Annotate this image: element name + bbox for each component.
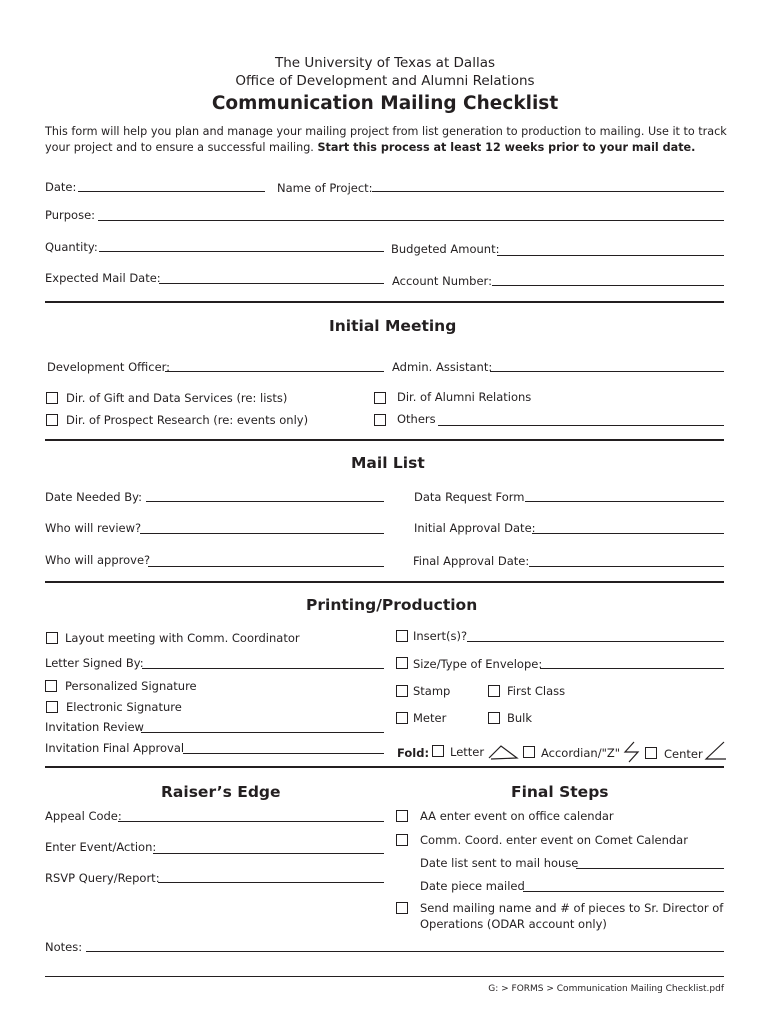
data-request-field[interactable] xyxy=(525,501,724,502)
date-piece-mailed-field[interactable] xyxy=(523,891,724,892)
stamp-checkbox[interactable] xyxy=(396,685,408,697)
date-piece-mailed-label: Date piece mailed xyxy=(420,879,525,893)
invitation-review-field[interactable] xyxy=(141,732,384,733)
fold-label: Fold: xyxy=(397,746,430,760)
center-fold-icon xyxy=(704,740,728,762)
final-approval-label: Final Approval Date: xyxy=(413,554,530,568)
meter-checkbox[interactable] xyxy=(396,712,408,724)
account-number-field[interactable] xyxy=(492,285,724,286)
footer-path: G: > FORMS > Communication Mailing Checklist.pdf xyxy=(488,984,724,994)
project-name-label: Name of Project: xyxy=(277,181,373,195)
send-mailing-checkbox[interactable] xyxy=(396,902,408,914)
development-officer-label: Development Officer: xyxy=(47,360,171,374)
page-title: Communication Mailing Checklist xyxy=(211,93,559,114)
section-divider xyxy=(45,301,724,303)
quantity-field[interactable] xyxy=(99,251,384,252)
intro-normal: This form will help you plan and manage your mailing project from list generation to production to mailing. Use it to track your project and to ensure a successful mailing. xyxy=(45,125,727,154)
admin-assistant-label: Admin. Assistant: xyxy=(392,360,493,374)
enter-event-label: Enter Event/Action: xyxy=(45,840,157,854)
institution-name: The University of Texas at Dallas xyxy=(274,55,496,71)
raisers-edge-heading: Raiser’s Edge xyxy=(161,783,281,801)
fold-accordian-label: Accordian/"Z" xyxy=(541,746,621,760)
electronic-label: Electronic Signature xyxy=(66,700,182,714)
inserts-field[interactable] xyxy=(467,641,724,642)
date-label: Date: xyxy=(45,180,77,194)
who-approve-label: Who will approve? xyxy=(45,553,151,567)
initial-meeting-heading: Initial Meeting xyxy=(329,317,457,335)
personalized-label: Personalized Signature xyxy=(65,679,197,693)
purpose-label: Purpose: xyxy=(45,208,96,222)
send-mailing-label-1: Send mailing name and # of pieces to Sr. Director of xyxy=(420,901,724,915)
invitation-final-label: Invitation Final Approval xyxy=(45,741,185,755)
expected-mail-date-label: Expected Mail Date: xyxy=(45,271,161,285)
letter-signed-field[interactable] xyxy=(142,668,384,669)
notes-label: Notes: xyxy=(45,940,83,954)
intro-text xyxy=(45,124,735,156)
purpose-field[interactable] xyxy=(98,220,724,221)
fold-letter-label: Letter xyxy=(450,745,485,759)
letter-signed-label: Letter Signed By: xyxy=(45,656,144,670)
dir-prospect-label: Dir. of Prospect Research (re: events only) xyxy=(66,413,309,427)
invitation-review-label: Invitation Review xyxy=(45,720,144,734)
notes-field[interactable] xyxy=(86,951,724,952)
section-divider xyxy=(45,581,724,583)
rsvp-query-field[interactable] xyxy=(158,882,384,883)
dir-alumni-label: Dir. of Alumni Relations xyxy=(397,390,532,404)
size-type-field[interactable] xyxy=(540,668,724,669)
budgeted-amount-label: Budgeted Amount: xyxy=(391,242,500,256)
development-officer-field[interactable] xyxy=(165,371,384,372)
meter-label: Meter xyxy=(413,711,447,725)
who-review-field[interactable] xyxy=(140,533,384,534)
initial-approval-field[interactable] xyxy=(532,533,724,534)
fold-center-checkbox[interactable] xyxy=(645,747,657,759)
final-steps-heading: Final Steps xyxy=(511,783,609,801)
data-request-label: Data Request Form xyxy=(414,490,525,504)
first-class-label: First Class xyxy=(507,684,566,698)
appeal-code-field[interactable] xyxy=(118,821,384,822)
dir-alumni-checkbox[interactable] xyxy=(374,392,386,404)
printing-heading: Printing/Production xyxy=(306,596,478,614)
notes-field-line-2[interactable] xyxy=(45,976,724,977)
date-needed-label: Date Needed By: xyxy=(45,490,142,504)
quantity-label: Quantity: xyxy=(45,240,98,254)
enter-event-field[interactable] xyxy=(153,853,384,854)
expected-mail-date-field[interactable] xyxy=(159,283,384,284)
layout-meeting-label: Layout meeting with Comm. Coordinator xyxy=(65,631,300,645)
office-name: Office of Development and Alumni Relations xyxy=(235,73,535,89)
size-type-label: Size/Type of Envelope: xyxy=(413,657,543,671)
others-label: Others xyxy=(397,412,436,426)
bulk-checkbox[interactable] xyxy=(488,712,500,724)
dir-gift-label: Dir. of Gift and Data Services (re: lists) xyxy=(66,391,288,405)
account-number-label: Account Number: xyxy=(392,274,492,288)
size-type-checkbox[interactable] xyxy=(396,657,408,669)
date-list-sent-field[interactable] xyxy=(576,868,724,869)
project-name-field[interactable] xyxy=(372,191,724,192)
who-approve-field[interactable] xyxy=(148,566,384,567)
final-approval-field[interactable] xyxy=(529,566,724,567)
aa-enter-checkbox[interactable] xyxy=(396,810,408,822)
fold-center-label: Center xyxy=(664,747,703,761)
admin-assistant-field[interactable] xyxy=(490,371,724,372)
date-needed-field[interactable] xyxy=(146,501,384,502)
letter-fold-icon xyxy=(487,742,519,762)
budgeted-amount-field[interactable] xyxy=(497,255,724,256)
intro-bold: Start this process at least 12 weeks prior to your mail date. xyxy=(317,141,696,154)
mail-list-heading: Mail List xyxy=(351,454,425,472)
rsvp-query-label: RSVP Query/Report: xyxy=(45,871,160,885)
initial-approval-label: Initial Approval Date: xyxy=(414,521,536,535)
section-divider xyxy=(45,439,724,441)
dir-prospect-checkbox[interactable] xyxy=(46,414,58,426)
section-divider xyxy=(45,766,724,768)
appeal-code-label: Appeal Code: xyxy=(45,809,122,823)
inserts-checkbox[interactable] xyxy=(396,630,408,642)
personalized-checkbox[interactable] xyxy=(45,680,57,692)
who-review-label: Who will review? xyxy=(45,521,142,535)
send-mailing-label-2: Operations (ODAR account only) xyxy=(420,917,607,931)
invitation-final-field[interactable] xyxy=(183,753,384,754)
bulk-label: Bulk xyxy=(507,711,533,725)
comm-coord-checkbox[interactable] xyxy=(396,834,408,846)
date-field[interactable] xyxy=(78,191,265,192)
stamp-label: Stamp xyxy=(413,684,451,698)
comm-coord-label: Comm. Coord. enter event on Comet Calendar xyxy=(420,833,688,847)
first-class-checkbox[interactable] xyxy=(488,685,500,697)
others-checkbox[interactable] xyxy=(374,414,386,426)
inserts-label: Insert(s)? xyxy=(413,629,468,643)
aa-enter-label: AA enter event on office calendar xyxy=(420,809,614,823)
fold-letter-checkbox[interactable] xyxy=(432,745,444,757)
layout-meeting-checkbox[interactable] xyxy=(46,632,58,644)
accordian-fold-icon xyxy=(622,740,642,764)
dir-gift-checkbox[interactable] xyxy=(46,392,58,404)
fold-accordian-checkbox[interactable] xyxy=(523,746,535,758)
electronic-checkbox[interactable] xyxy=(46,701,58,713)
date-list-sent-label: Date list sent to mail house xyxy=(420,856,579,870)
others-field[interactable] xyxy=(438,425,724,426)
